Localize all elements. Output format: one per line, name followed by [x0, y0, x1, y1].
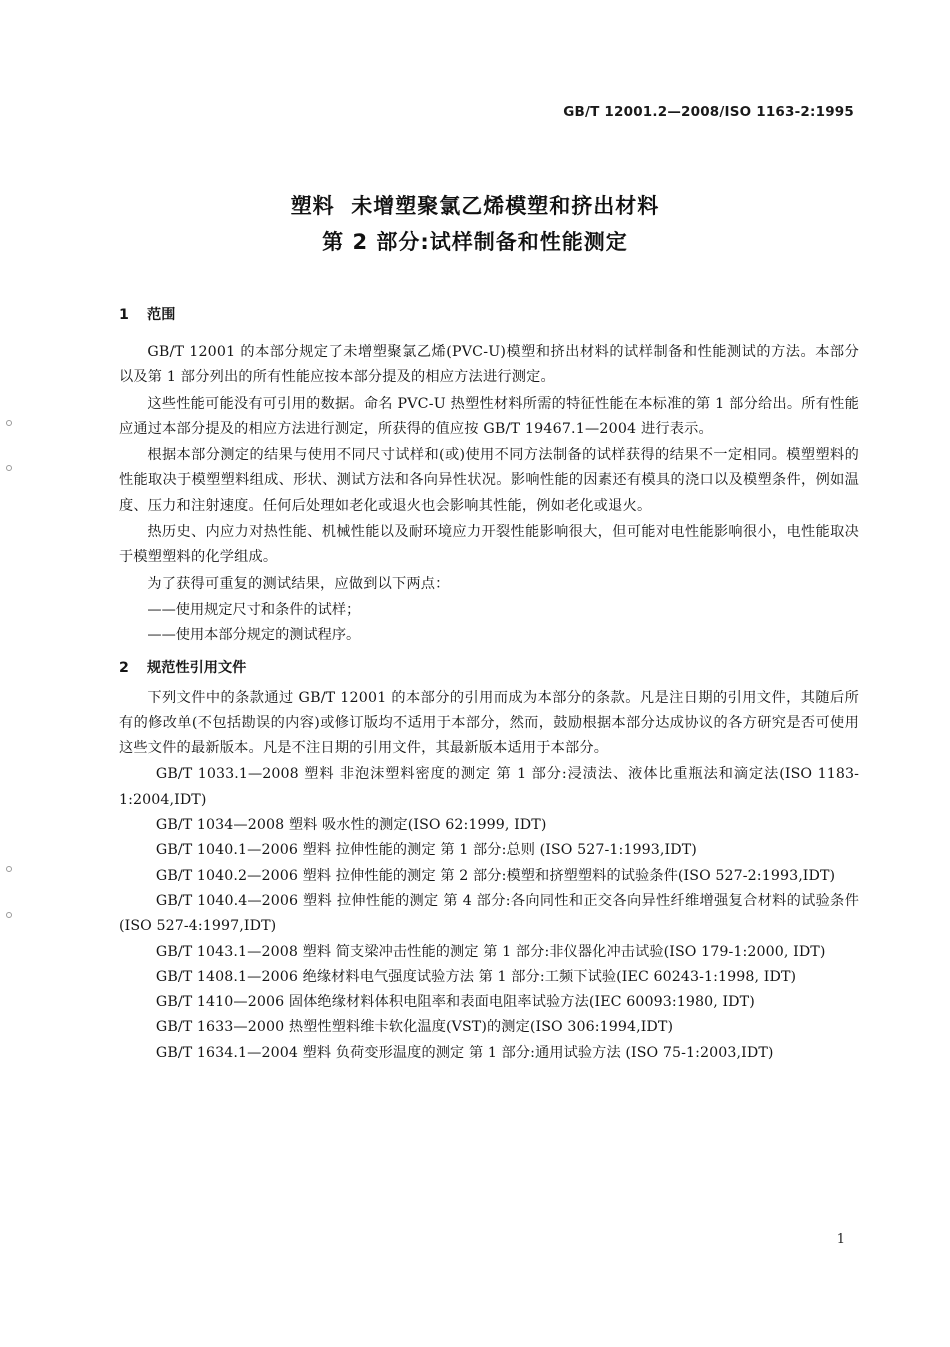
- section-number: 2: [119, 659, 129, 676]
- reference-item: GB/T 1408.1—2006 绝缘材料电气强度试验方法 第 1 部分:工频下试验(IEC 60243-1:1998, IDT): [155, 968, 797, 985]
- references-intro: 下列文件中的条款通过 GB/T 12001 的本部分的引用而成为本部分的条款。凡是注日期的引用文件，其随后所有的修改单(不包括勘误的内容)或修订版均不适用于本部分，然而，鼓励根据本部分达成协议的各方研究是否可使用这些文件的最新版本。凡是不注日期的引用文件，其最新版本适用于本部分。: [119, 689, 859, 757]
- reference-item: GB/T 1040.1—2006 塑料 拉伸性能的测定 第 1 部分:总则 (ISO 527-1:1993,IDT): [155, 842, 697, 859]
- scan-artifact-dot: [6, 866, 12, 872]
- reference-list: [119, 762, 859, 1066]
- reference-item: GB/T 1633—2000 热塑性塑料维卡软化温度(VST)的测定(ISO 306:1994,IDT): [155, 1019, 674, 1036]
- page-number: 1: [836, 1232, 845, 1247]
- scope-paragraph-5: 为了获得可重复的测试结果，应做到以下两点：: [147, 575, 450, 592]
- section-heading-scope: [119, 300, 859, 330]
- document-title-line-1: 塑料 未增塑聚氯乙烯模塑和挤出材料: [290, 194, 660, 218]
- section-title: 范围: [147, 307, 176, 323]
- standard-code: GB/T 12001.2—2008/ISO 1163-2:1995: [563, 104, 854, 120]
- list-item: ——使用本部分规定的测试程序。: [147, 627, 361, 644]
- scope-paragraph-3: 根据本部分测定的结果与使用不同尺寸试样和(或)使用不同方法制备的试样获得的结果不一定相同。模塑塑料的性能取决于模塑塑料组成、形状、测试方法和各向异性状况。影响性能的因素还有模具的浇口以及模塑条件，例如温度、压力和注射速度。任何后处理如老化或退火也会影响其性能，例如老化或退火。: [119, 447, 859, 514]
- section-heading-normative-references: [119, 653, 859, 683]
- section-title: 规范性引用文件: [147, 659, 247, 676]
- section-number: 1: [119, 307, 129, 323]
- list-item: ——使用规定尺寸和条件的试样；: [147, 601, 361, 618]
- reference-item: GB/T 1033.1—2008 塑料 非泡沫塑料密度的测定 第 1 部分:浸渍法、液体比重瓶法和滴定法(ISO 1183-1:2004,IDT): [119, 766, 859, 808]
- scope-paragraph-4: 热历史、内应力对热性能、机械性能以及耐环境应力开裂性能影响很大，但可能对电性能影响很小，电性能取决于模塑塑料的化学组成。: [119, 524, 859, 566]
- reference-item: GB/T 1043.1—2008 塑料 简支梁冲击性能的测定 第 1 部分:非仪器化冲击试验(ISO 179-1:2000, IDT): [155, 943, 826, 960]
- reference-item: GB/T 1040.2—2006 塑料 拉伸性能的测定 第 2 部分:模塑和挤塑塑料的试验条件(ISO 527-2:1993,IDT): [155, 867, 836, 884]
- document-body: [119, 300, 859, 1066]
- reference-item: GB/T 1040.4—2006 塑料 拉伸性能的测定 第 4 部分:各向同性和正交各向异性纤维增强复合材料的试验条件(ISO 527-4:1997,IDT): [119, 892, 859, 935]
- reference-item: GB/T 1410—2006 固体绝缘材料体积电阻率和表面电阻率试验方法(IEC 60093:1980, IDT): [155, 994, 755, 1011]
- scope-paragraph-1: GB/T 12001 的本部分规定了未增塑聚氯乙烯(PVC-U)模塑和挤出材料的试样制备和性能测试的方法。本部分以及第 1 部分列出的所有性能应按本部分提及的相应方法进行测定。: [119, 344, 859, 386]
- reference-item: GB/T 1034—2008 塑料 吸水性的测定(ISO 62:1999, IDT): [155, 817, 547, 834]
- scope-paragraph-2: 这些性能可能没有可引用的数据。命名 PVC-U 热塑性材料所需的特征性能在本标准的第 1 部分给出。所有性能应通过本部分提及的相应方法进行测定，所获得的值应按 GB/T 19467.1—2004 进行表示。: [119, 395, 859, 437]
- scan-artifact-dot: [6, 465, 12, 471]
- scan-artifact-dot: [6, 912, 12, 918]
- document-title-line-2: 第 2 部分:试样制备和性能测定: [322, 230, 628, 254]
- reference-item: GB/T 1634.1—2004 塑料 负荷变形温度的测定 第 1 部分:通用试验方法 (ISO 75-1:2003,IDT): [155, 1044, 774, 1061]
- scan-artifact-dot: [6, 420, 12, 426]
